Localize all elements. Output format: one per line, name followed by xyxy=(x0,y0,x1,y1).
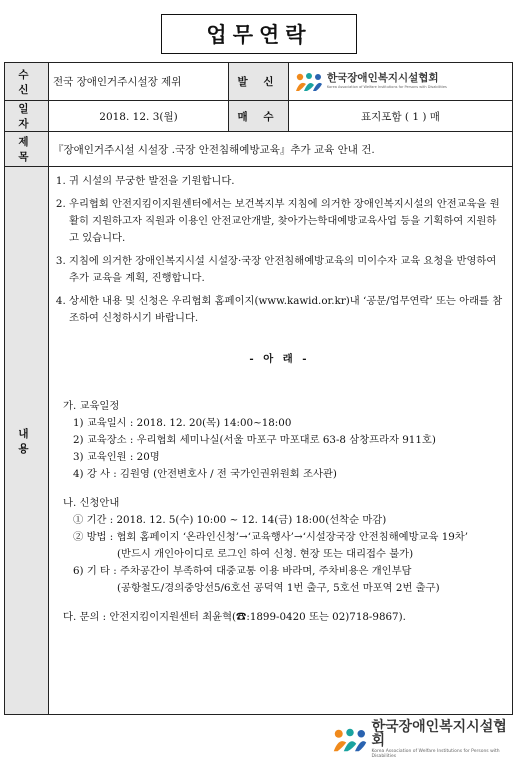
section-ga-title: 가. 교육일정 xyxy=(63,400,120,412)
content-item-2: 2. 우리협회 안전지킴이지원센터에서는 보건복지부 지침에 의거한 장애인복지시설의 안전교육을 원활히 지원하고자 직원과 이용인 안전교안개발, 찾아가는학대예방교육사업 등을 기획하여 지원하고 있습니다. xyxy=(69,196,504,247)
content-label: 내 용 xyxy=(5,167,49,715)
footer-logo-subtitle: Korea Association of Welfare Institutions for Persons with Disabilities xyxy=(371,749,500,759)
content-item-1: 1. 귀 시설의 무궁한 발전을 기원합니다. xyxy=(69,173,504,190)
content-item-3: 3. 지침에 의거한 장애인복지시설 시설장·국장 안전침해예방교육의 미이수자 교육 요청을 반영하여 추가 교육을 계획, 진행합니다. xyxy=(69,253,504,287)
logo-subtitle: Korea Association of Welfare Institutions for Persons with Disabilities xyxy=(327,84,447,89)
association-logo-icon xyxy=(293,71,323,93)
recipient-label: 수 신 xyxy=(5,63,49,101)
subject-label: 제 목 xyxy=(5,132,49,167)
date-value: 2018. 12. 3(월) xyxy=(49,101,229,132)
schedule-date: 1) 교육일시 : 2018. 12. 20(목) 14:00~18:00 xyxy=(73,417,292,429)
subject-value: 『장애인거주시설 시설장 ․국장 안전침해예방교육』추가 교육 안내 건. xyxy=(49,132,513,167)
arae-heading: - 아 래 - xyxy=(249,353,310,365)
date-label: 일 자 xyxy=(5,101,49,132)
footer-logo xyxy=(330,720,516,760)
pages-label: 매 수 xyxy=(229,101,289,132)
association-logo-icon xyxy=(330,725,368,755)
apply-etc: 6) 기 타 : 주차공간이 부족하여 대중교통 이용 바라며, 주차비용은 개인부담 xyxy=(73,565,412,577)
content-items xyxy=(55,173,504,327)
schedule-place: 2) 교육장소 : 우리협회 세미나실(서울 마포구 마포대로 63-8 삼창프라자 911호) xyxy=(73,434,436,446)
sender-label: 발 신 xyxy=(229,63,289,101)
logo-name: 한국장애인복지시설협회 xyxy=(327,72,439,85)
contact-info: 다. 문의 : 안전지킴이지원센터 최윤혁(☎:1899-0420 또는 02)718-9867). xyxy=(63,611,406,623)
apply-method: ② 방법 : 협회 홈페이지 ‘온라인신청’→‘교육행사’→‘시설장국장 안전침해예방교육 19차’ xyxy=(73,531,469,543)
content-body xyxy=(49,167,513,715)
schedule-capacity: 3) 교육인원 : 20명 xyxy=(73,451,160,463)
apply-method-note: (반드시 개인아이디로 로그인 하여 신청. 현장 또는 대리접수 불가) xyxy=(117,548,414,560)
sender-logo xyxy=(289,63,513,101)
memo-table xyxy=(4,62,513,715)
content-item-4: 4. 상세한 내용 및 신청은 우리협회 홈페이지(www.kawid.or.kr)내 ‘공문/업무연락’ 또는 아래를 참조하여 신청하시기 바랍니다. xyxy=(69,293,504,327)
recipient-value: 전국 장애인거주시설장 제위 xyxy=(49,63,229,101)
apply-period: ① 기간 : 2018. 12. 5(수) 10:00 ~ 12. 14(금) 18:00(선착순 마감) xyxy=(73,514,387,526)
apply-etc-note: (공항철도/경의중앙선5/6호선 공덕역 1번 출구, 5호선 마포역 2번 출구) xyxy=(117,582,440,594)
footer-logo-name: 한국장애인복지시설협회 xyxy=(371,719,507,749)
schedule-lecturer: 4) 강 사 : 김원영 (안전변호사 / 전 국가인권위원회 조사관) xyxy=(73,468,337,480)
document-title: 업무연락 xyxy=(161,14,357,54)
section-na-title: 나. 신청안내 xyxy=(63,497,120,509)
pages-value: 표지포함 ( 1 ) 매 xyxy=(289,101,513,132)
